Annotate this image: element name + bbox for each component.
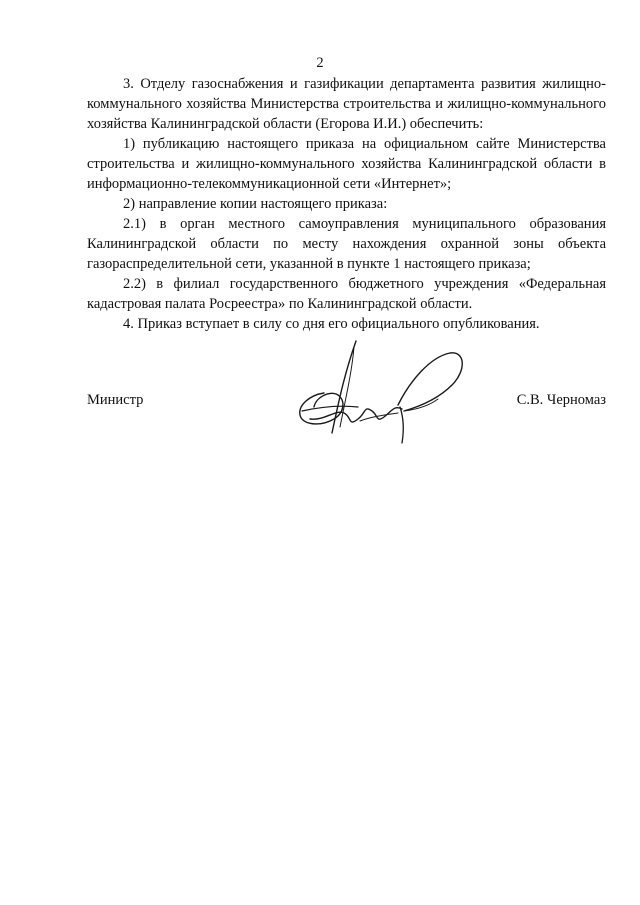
signer-position: Министр bbox=[87, 392, 144, 408]
page-number: 2 bbox=[316, 55, 324, 71]
paragraph-item-4: 4. Приказ вступает в силу со дня его официального опубликования. bbox=[123, 316, 540, 332]
document-body bbox=[87, 74, 606, 334]
paragraph-item-3: 3. Отделу газоснабжения и газификации департамента развития жилищно-коммунального хозяйства Министерства строительства и жилищно-коммунального хозяйства Калининградской области (Егорова И.И.) обеспечить: bbox=[87, 76, 606, 132]
paragraph-subitem-2-2: 2.2) в филиал государственного бюджетного учреждения «Федеральная кадастровая палата Росреестра» по Калининградской области. bbox=[87, 276, 606, 312]
signer-name: С.В. Черномаз bbox=[516, 392, 606, 408]
paragraph-subitem-1: 1) публикацию настоящего приказа на официальном сайте Министерства строительства и жилищно-коммунального хозяйства Калининградской области в информационно-телекоммуникационной сети «Интернет»; bbox=[87, 136, 606, 192]
handwritten-signature-icon bbox=[280, 335, 480, 447]
paragraph-subitem-2: 2) направление копии настоящего приказа: bbox=[123, 196, 388, 212]
paragraph-subitem-2-1: 2.1) в орган местного самоуправления муниципального образования Калининградской области по месту нахождения охранной зоны объекта газораспределительной сети, указанной в пункте 1 настоящего приказа; bbox=[87, 216, 606, 272]
